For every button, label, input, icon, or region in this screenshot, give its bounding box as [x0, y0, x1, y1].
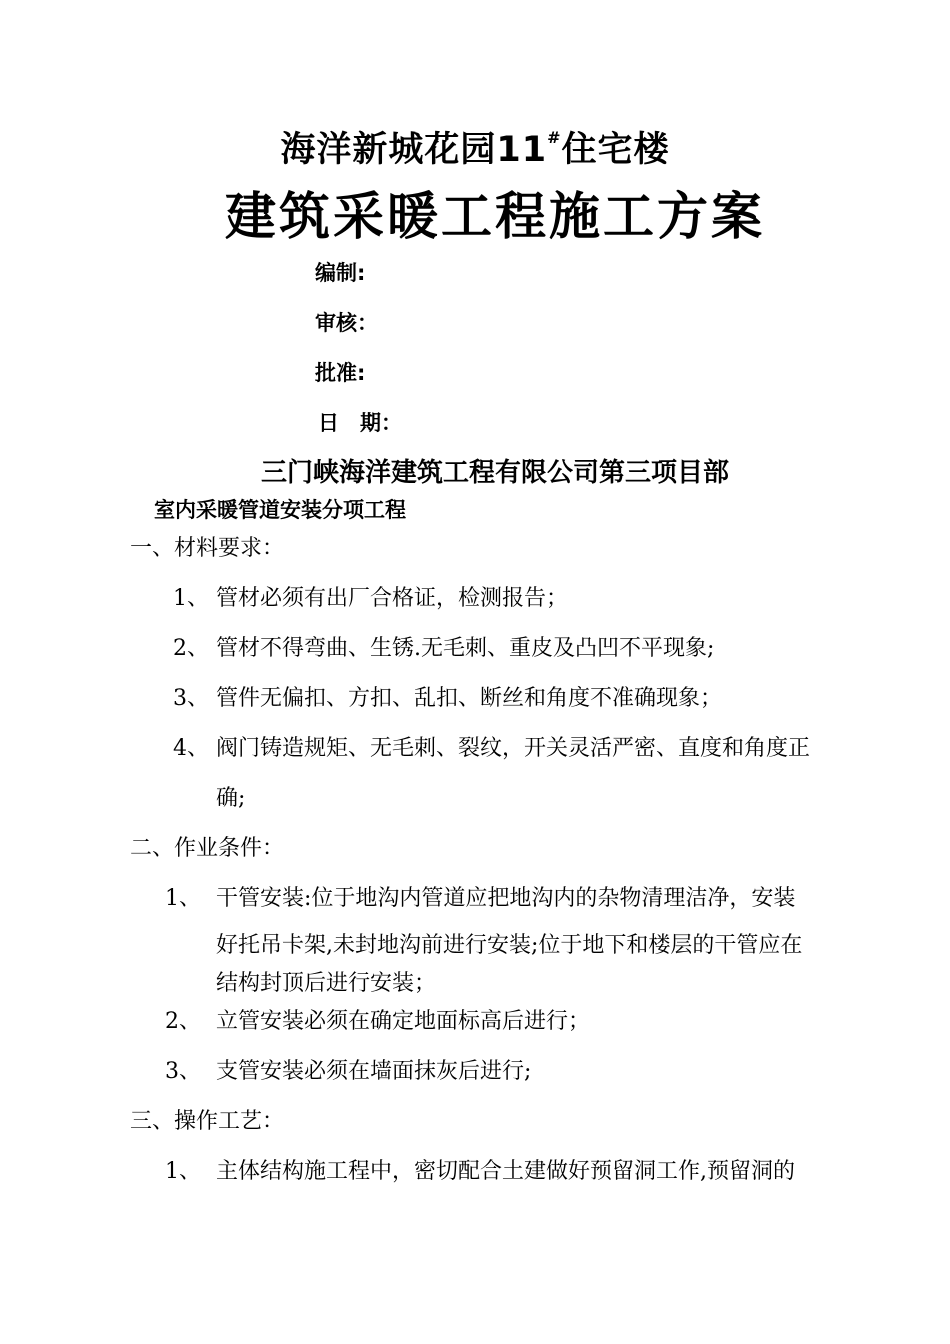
section-subtitle: 室内采暖管道安装分项工程	[154, 498, 406, 522]
compile-field: 编制:	[315, 261, 366, 285]
list-item-text: 干管安装:位于地沟内管道应把地沟内的杂物清理洁净，安装	[216, 886, 796, 911]
list-item-text: 管材不得弯曲、生锈.无毛刺、重皮及凸凹不平现象;	[216, 636, 715, 661]
list-item-text-continued: 结构封顶后进行安装；	[216, 971, 437, 996]
title-main: 海洋新城花园11	[280, 130, 548, 170]
date-field: 日 期：	[318, 411, 402, 435]
list-item-number: 3、	[165, 1059, 201, 1084]
section-heading-process: 三、操作工艺：	[130, 1109, 285, 1134]
list-item-text: 立管安装必须在确定地面标高后进行；	[216, 1009, 591, 1034]
list-item-number: 4、	[173, 736, 209, 761]
list-item-number: 1、	[165, 886, 201, 911]
list-item-number: 3、	[173, 686, 209, 711]
list-item-number: 1、	[173, 586, 209, 611]
title-superscript: #	[547, 128, 562, 147]
review-field: 审核：	[315, 311, 378, 335]
document-title-line1	[0, 128, 950, 172]
list-item-number: 1、	[165, 1159, 201, 1184]
list-item-text: 主体结构施工程中，密切配合土建做好预留洞工作,预留洞的	[216, 1159, 795, 1184]
list-item-text: 管件无偏扣、方扣、乱扣、断丝和角度不准确现象；	[216, 686, 723, 711]
list-item-text: 支管安装必须在墙面抹灰后进行;	[216, 1059, 532, 1084]
title-tail: 住宅楼	[561, 130, 670, 170]
document-title-line2: 建筑采暖工程施工方案	[224, 187, 765, 247]
section-heading-conditions: 二、作业条件：	[130, 836, 285, 861]
company-name: 三门峡海洋建筑工程有限公司第三项目部	[260, 458, 729, 488]
list-item-text-continued: 好托吊卡架,未封地沟前进行安装;位于地下和楼层的干管应在	[216, 933, 803, 958]
section-heading-materials: 一、材料要求：	[130, 536, 285, 561]
list-item-text: 管材必须有出厂合格证，检测报告；	[216, 586, 569, 611]
list-item-text: 阀门铸造规矩、无毛刺、裂纹，开关灵活严密、直度和角度正	[216, 736, 811, 761]
list-item-number: 2、	[173, 636, 209, 661]
list-item-text-continued: 确;	[216, 786, 246, 811]
list-item-number: 2、	[165, 1009, 201, 1034]
approve-field: 批准:	[315, 361, 366, 385]
